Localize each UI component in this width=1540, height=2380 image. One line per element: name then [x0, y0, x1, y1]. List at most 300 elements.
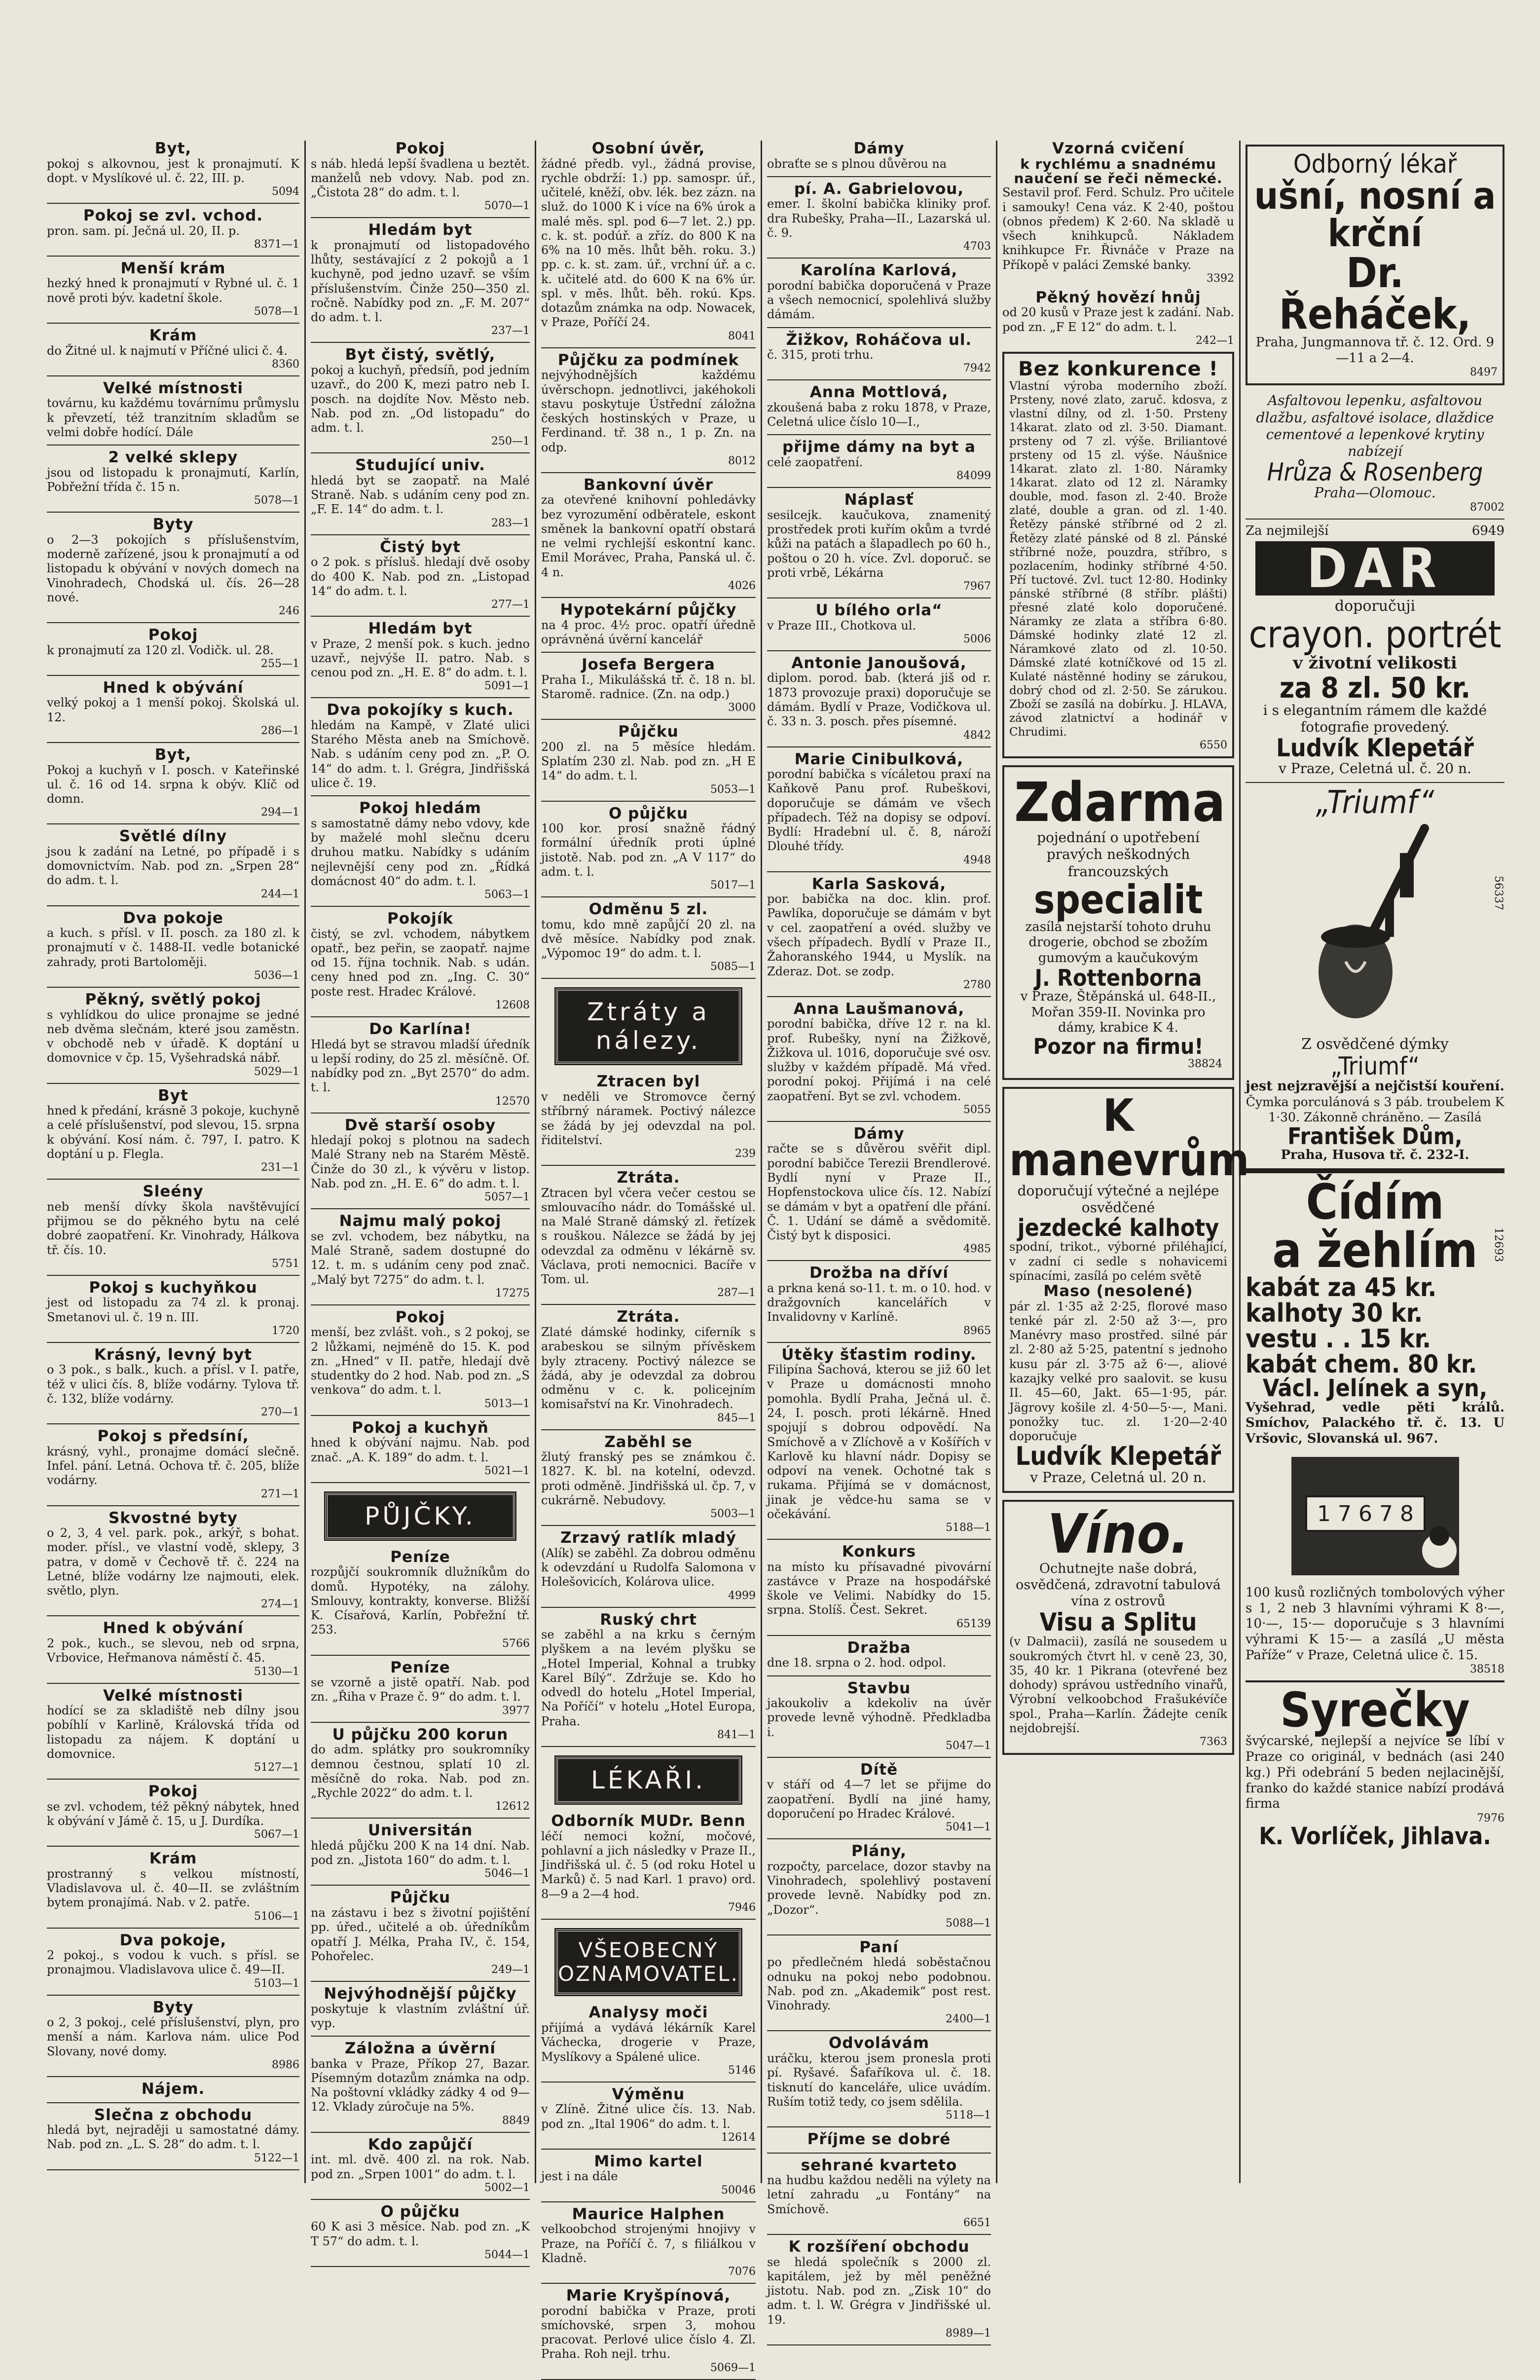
ad-text: v stáří od 4—7 let se přijme do zaopatření. Bydlí na jiné hamy, doporučení po Hradec Králové. [767, 1778, 991, 1821]
ad-divider [47, 2102, 299, 2103]
ad-number: 5188—1 [946, 1522, 991, 1534]
ad-divider [767, 1121, 991, 1122]
classified-ad [541, 1074, 756, 1160]
classified-ad [767, 141, 991, 171]
triumf-title: „Triumf“ [1316, 784, 1434, 821]
ad-heading: Osobní úvěr, [591, 140, 705, 157]
ad-text: pron. sam. pí. Ječná ul. 20, II. p. [47, 223, 240, 238]
ad-divider [47, 2076, 299, 2077]
ad-divider [767, 1675, 991, 1676]
crayon-klepetar-addr: v Praze, Celetná ul. č. 20 n. [1279, 760, 1471, 777]
classified-ad [311, 911, 530, 1011]
ad-text: 200 zl. na 5 měsíce hledám. Splatím 230 zl. Nab. pod zn. „H E 14“ do adm. t. l. [541, 740, 756, 783]
ad-number: 4026 [728, 580, 756, 593]
classified-ad [767, 332, 991, 375]
rehacek-addr: Praha, Jungmannova tř. č. 12. Ord. 9—11 a 2—4. [1255, 335, 1495, 366]
ad-heading: Pokoj [395, 1308, 445, 1326]
column-2 [306, 140, 536, 2261]
ad-number: 255—1 [261, 657, 299, 670]
ad-divider [767, 176, 991, 177]
classified-ad [311, 621, 530, 692]
ad-text: banka v Praze, Příkop 27, Bazar. Písemným dotazům známka na odp. Na poštovní vkládky zádky 4 od 9—12. Vklady zúročuje na 5%. [311, 2056, 530, 2114]
ad-number: 239 [735, 1148, 756, 1160]
ad-divider [47, 323, 299, 324]
classified-ad [311, 222, 530, 337]
classified-ad [47, 2107, 299, 2164]
zehlim-title: a žehlím [1272, 1222, 1478, 1279]
ad-zdarma [1002, 765, 1234, 1080]
ad-heading: Do Karlína! [369, 1020, 472, 1039]
ad-heading: Výměnu [612, 2085, 685, 2103]
ad-manevrum [1002, 1087, 1249, 1493]
classified-ad [311, 347, 530, 447]
ad-text: 2 pokoj., s vodou k vuch. s přísl. se pronajmou. Vladislavova ulice č. 49—II. [47, 1948, 299, 1977]
ad-number: 5118—1 [946, 2109, 991, 2122]
manevrum-klepetar-addr: v Praze, Celetná ul. 20 n. [1030, 1469, 1207, 1486]
classified-ad [47, 380, 299, 440]
ad-number: 5078—1 [254, 494, 299, 507]
manevrum-klepetar: Ludvík Klepetář [1015, 1442, 1221, 1472]
ad-divider [541, 1746, 756, 1747]
manevrum-sub: doporučují výtečné a nejlépe osvědčené [1017, 1183, 1219, 1216]
ad-divider [541, 2149, 756, 2150]
jelinek-name: Václ. Jelínek a syn, [1262, 1374, 1488, 1402]
ad-number: 6651 [963, 2216, 991, 2229]
classified-ad [311, 800, 530, 901]
ad-text: hned k předání, krásně 3 pokoje, kuchyně a celé příslušenství, pod slevou, 15. srpna k obývání. Kosí nám. č. 797, I. patro. K doptání u p. Flegla. [47, 1104, 299, 1161]
ad-number: 244—1 [261, 888, 299, 900]
ad-heading: Hned k obývání [103, 1619, 244, 1637]
ad-number: 5047—1 [946, 1739, 991, 1752]
ad-text: nejvýhodnějších každému úvěrschopn. jednotlivci, jakéhokoli stavu poskytuje Ústřední záložna českých hostinských v Praze, u Ferdinand. tř. 38 n., 1 p. Zn. na odp. [541, 368, 756, 454]
pekny-title: Pěkný hovězí hnůj [1035, 288, 1201, 306]
ad-heading: Dámy [853, 1124, 905, 1143]
classified-ad [541, 2288, 756, 2374]
ad-vzorna [1002, 141, 1234, 285]
ad-text: se zvl. vchodem, bez nábytku, na Malé Straně, sadem dostupné do 12. t. m. s udáním ceny pod znač. „Malý byt 7275“ do adm. t. l. [311, 1229, 530, 1287]
ad-text: 2 pok., kuch., se slevou, neb od srpna, Vrbovice, Heřmanova náměstí č. 45. [47, 1636, 299, 1665]
tombola-clock-illustration [1286, 1452, 1464, 1580]
ad-text: a prkna kená so-11. t. m. o 10. hod. v dražgovních kancelářích v Invalidovny v Karlíně. [767, 1281, 991, 1324]
ad-hruza [1246, 392, 1504, 514]
classified-ad [541, 352, 756, 467]
classified-ad [47, 1851, 299, 1922]
ad-divider [767, 1539, 991, 1540]
ad-heading: Pokoj hledám [359, 799, 481, 818]
ad-text: se hledá společník s 2000 zl. kapitálem, jež by měl peněžné jistotu. Nab. pod zn. „Zisk 10“ do adm. t. l. W. Grégra v Jindřišské ul. 19. [767, 2255, 991, 2327]
ad-heading: Pokoj [148, 626, 198, 644]
classified-ad [311, 1117, 530, 1204]
ad-heading: Byty [152, 516, 194, 534]
ad-bez-konkurence [1002, 352, 1234, 758]
ad-text: pokoj a kuchyň, předsíň, pod jedním uzavř., do 200 K, mezi patro neb I. posch. na dojdíte Nov. Město neb. Nab. pod zn. „Od listopadu“ do adm. t. l. [311, 363, 530, 435]
ad-heading: sehrané kvarteto [801, 2156, 957, 2174]
ad-number: 8849 [502, 2114, 530, 2127]
ad-text: menší, bez zvlášt. voh., s 2 pokoj, se 2 lůžkami, nejméně do 15. K. pod zn. „Hned“ v II. patře, hledají dvě studentky do 2 hod. Nab. pod zn. „S venkova“ do adm. t. l. [311, 1325, 530, 1397]
ad-divider [47, 987, 299, 988]
ad-divider [311, 1208, 530, 1209]
ad-divider [311, 1818, 530, 1819]
ad-text: č. 315, proti trhu. [767, 348, 874, 362]
ad-divider [767, 1342, 991, 1343]
ad-heading: Krásný, levný byt [94, 1345, 253, 1364]
classified-ad [541, 901, 756, 973]
pekny-text: od 20 kusů v Praze jest k zadání. Nab. pod zn. „F E 12“ do adm. t. l. [1002, 305, 1234, 334]
ad-number: 4842 [963, 729, 991, 742]
ad-pekny [1002, 290, 1234, 347]
ad-heading: Marie Cinibulková, [794, 750, 964, 768]
ad-divider [767, 2030, 991, 2031]
classified-ad [47, 1184, 299, 1270]
vino-title: Víno. [1047, 1502, 1189, 1566]
pekny-num: 242—1 [1196, 335, 1234, 347]
ad-number: 5094 [272, 186, 299, 198]
divider-2 [1246, 782, 1504, 783]
ad-triumf [1246, 784, 1504, 1163]
ad-number: 294—1 [261, 806, 299, 819]
ad-text: v Praze III., Chotkova ul. [767, 618, 917, 632]
ad-divider [47, 742, 299, 743]
classified-ad [47, 1347, 299, 1418]
ad-heading: Ztráta. [617, 1308, 680, 1326]
ad-number: 7967 [963, 580, 991, 593]
ad-heading: Byt, [154, 140, 192, 157]
ad-number: 12614 [721, 2131, 756, 2144]
ad-number: 841—1 [717, 1728, 756, 1741]
ad-divider [47, 256, 299, 257]
ad-number: 237—1 [491, 325, 530, 337]
ad-text: s samostatně dámy nebo vdovy, kde by maželé mohl slečnu dceru druhou matku. Nabídky s udáním nejlevnější ceny pod zn. „Řídká domácnost 40“ do adm. t. l. [311, 816, 530, 888]
classified-ad [311, 1549, 530, 1650]
classified-ad [47, 1933, 299, 1990]
ad-divider [47, 1275, 299, 1276]
ad-number: 8360 [272, 358, 299, 371]
ad-heading: Světlé dílny [119, 827, 227, 846]
ad-vino [1002, 1500, 1234, 1755]
ad-number: 4999 [728, 1589, 756, 1602]
ad-text: hodící se za skladiště neb dílny jsou pobíhlí v Karlině, Královská třída od listopadu za nájem. K doptání u domovnice. [47, 1704, 299, 1761]
ad-text: porodní babička doporučená v Praze a všech nemocnicí, spolehlivá služby dámám. [767, 278, 991, 322]
ad-text: uráčku, kterou jsem pronesla proti pí. Ryšavé. Šafaříkova ul. č. 18. tisknutí do kanceláře, ulice uvádím. Ruším totiž tedy, co jsem sdělila. [767, 2051, 991, 2109]
classified-ad [311, 457, 530, 529]
ad-heading: Velké místnosti [103, 1686, 243, 1705]
classified-ad [311, 1727, 530, 1813]
ad-text: o 2, 3, 4 vel. park. pok., arkýř, s bohat. moder. přísl., ve vlastní vodě, sklepy, 3 patra, v domě v Čechově tř. č. 224 na Letné, blíže vodárny lze najmouti, elek. světlo, plyn. [47, 1526, 299, 1598]
ad-divider [47, 1846, 299, 1847]
ad-heading: přijme dámy na byt a [782, 438, 976, 456]
ad-heading: Pokoj s předsíní, [97, 1427, 249, 1446]
classified-ad [311, 539, 530, 611]
ad-number: 2780 [963, 978, 991, 991]
ad-divider [47, 675, 299, 676]
ad-divider [311, 1885, 530, 1886]
ad-text: diplom. porod. bab. (která jiš od r. 1873 provozuje praxi) doporučuje se dámám. Bydlí v Praze, Vodičkova ul. č. 33 n. 3. posch. přes písemné. [767, 671, 991, 729]
za-8-zl: za 8 zl. 50 kr. [1279, 671, 1471, 705]
ad-text: (Alík) se zaběhl. Za dobrou odměnu k odevzdání u Rudolfa Salomona v Holešovicích, Kolárova ulice. [541, 1546, 756, 1589]
ad-number: 283—1 [491, 517, 530, 529]
ad-number: 5057—1 [484, 1191, 530, 1204]
osvedcene: Z osvědčené dýmky [1301, 1036, 1449, 1053]
ad-number: 845—1 [717, 1412, 756, 1424]
banner-lekari: LÉKAŘI. [556, 1757, 741, 1803]
ad-text: jest od listopadu za 74 zl. k pronaj. Smetanovi ul. č. 19 n. III. [47, 1296, 299, 1324]
ad-number: 65139 [956, 1617, 991, 1630]
pozor-firmu: Pozor na firmu! [1033, 1034, 1204, 1059]
hruza-addr: Praha—Olomouc. [1314, 484, 1436, 501]
bez-num: 6550 [1200, 739, 1227, 752]
ad-text: na zástavu i bez s životní pojištění pp. úřed., učitelé a ob. úředníkům opatří J. Mélka, Praha IV., č. 154, Pohořelec. [311, 1905, 530, 1963]
ad-number: 271—1 [261, 1488, 299, 1500]
jelinek-addr: Vyšehrad, vedle pěti králů. Smíchov, Palackého tř. č. 13. U Vršovic, Slovanská ul. 967. [1246, 1400, 1504, 1447]
ad-divider [311, 1722, 530, 1723]
ad-text: por. babička na doc. klin. prof. Pawlíka, doporučuje se dámám v byt v cel. zaopatření a ovéd. služby ve všech případech. Bydlí v Praze II., Žahoranského 1944, u Myslík. na Zderaz. Dot. se zodp. [767, 892, 991, 978]
ad-number: 3000 [728, 702, 756, 714]
classified-ad [541, 602, 756, 647]
col2-ads-b [311, 1549, 530, 2267]
ad-heading: Pokoj s kuchyňkou [89, 1278, 257, 1297]
ad-divider [767, 379, 991, 380]
ad-number: 5091—1 [484, 680, 530, 693]
ad-text: porodní babička, dříve 12 r. na kl. prof. Rubešky, nyní na Žižkově, Žižkova ul. 1016, doporučuje své osv. služby v každém případě. Má vřed. porodní pokoj. Přijímá i na celé zaopatření. Byt se zvl. vchodem. [767, 1017, 991, 1103]
ad-divider [767, 327, 991, 328]
ad-text: dne 18. srpna o 2. hod. odpol. [767, 1656, 947, 1670]
ad-divider [541, 896, 756, 897]
ad-heading: U půjčku 200 korun [332, 1725, 509, 1744]
ad-divider [47, 1179, 299, 1180]
ad-divider [541, 2201, 756, 2202]
classified-ad [311, 1660, 530, 1717]
ad-divider [311, 2266, 530, 2267]
ad-divider [47, 1423, 299, 1424]
ad-divider [311, 2036, 530, 2037]
ad-heading: U bílého orla“ [815, 601, 943, 620]
classified-ad [311, 2204, 530, 2261]
ad-number: 270—1 [261, 1406, 299, 1419]
ad-text: se zaběhl a na krku s černým plyškem a na levém plyšku se „Hotel Imperial, Kohnal a trubky Karel Bílý“. Zdržuje se. Kdo ho odvedl do hotelu „Hotel Imperial, Na Poříčí“ v hotelu „Hotel Europa, Praha. [541, 1628, 756, 1728]
ad-number: 12608 [495, 999, 530, 1012]
odborny-lekar: Odborný lékař [1293, 149, 1457, 179]
ad-divider [311, 1415, 530, 1416]
ad-text: s vyhlídkou do ulice pronajme se jedné neb dvěma slečnám, které jsou zaměstn. v obchodě neb v úřadě. K doptání u domovnice v čp. 15, Vyšehradská nábř. [47, 1007, 299, 1065]
usni-nosni: ušní, nosní a krční [1254, 174, 1496, 255]
ad-heading: Antonie Janoušová, [791, 654, 967, 672]
ad-text: krásný, vyhl., pronajme domácí slečně. Infel. pání. Letná. Ochova tř. č. 205, blíže vodárny. [47, 1444, 299, 1488]
ad-heading: Půjčku [618, 723, 679, 741]
triumf-side-num: 56337 [1492, 876, 1504, 911]
classified-ad [47, 141, 299, 198]
frantisek-dum: František Dům, [1287, 1123, 1463, 1150]
ad-heading: Pokoj se zvl. vchod. [83, 207, 263, 225]
zivotni-velikosti: v životní velikosti [1293, 653, 1457, 673]
ad-heading: Útěky šťastim rodiny. [781, 1345, 977, 1364]
ad-number: 274—1 [261, 1598, 299, 1611]
ad-number: 3977 [502, 1704, 530, 1717]
ad-divider [541, 1919, 756, 1920]
classified-ad [767, 751, 991, 866]
ad-divider [541, 2379, 756, 2380]
banner-pujcky: PŮJČKY. [326, 1493, 515, 1539]
classified-ad [767, 439, 991, 482]
ad-text: velký pokoj a 1 menší pokoj. Školská ul. 12. [47, 696, 299, 724]
ad-divider [311, 1304, 530, 1305]
kusu-text: 100 kusů rozličných tombolových výher s 1, 2 neb 3 hlavními výhrami K 8·—, 10·—, 15·— doporučuje s 3 hlavními výhrami K 15·— a zasílá „U města Paříže“ v Praze, Celetná ulice č. 15. [1246, 1585, 1504, 1663]
ad-heading: Dítě [860, 1760, 898, 1779]
ad-divider [47, 1342, 299, 1343]
ad-text: 60 K asi 3 měsíce. Nab. pod zn. „K T 57“ do adm. t. l. [311, 2220, 530, 2248]
ad-number: 12612 [495, 1800, 530, 1813]
ad-heading: O půjčku [608, 804, 689, 822]
ad-heading: Půjčku [390, 1889, 451, 1907]
ad-text: velkoobchod strojenými hnojivy v Praze, na Poříčí č. 7, s filiálkou v Kladně. [541, 2222, 756, 2265]
classified-ad [541, 1434, 756, 1521]
zdarma-text2: zasílá nejstarší tohoto druhu drogerie, obchod se zbožím gumovým a kaučukovým [1025, 919, 1211, 966]
classified-ad [767, 1126, 991, 1255]
ad-number: 286—1 [261, 724, 299, 737]
ad-heading: Nejvýhodnější půjčky [324, 1985, 517, 2003]
ad-tombola [1246, 1452, 1504, 1676]
ad-text: hledá byt se zaopatř. na Malé Straně. Nab. s udáním ceny pod zn. „F. E. 14“ do adm. t. l. [311, 473, 530, 517]
ad-crayon [1246, 523, 1504, 777]
cidim-title: Čídím [1306, 1174, 1444, 1230]
ad-number: 8986 [272, 2059, 299, 2071]
vzorna-title: Vzorná cvičení [1052, 140, 1184, 157]
ad-divider [311, 217, 530, 218]
classified-ad [47, 992, 299, 1078]
ad-number: 5046—1 [484, 1867, 530, 1880]
classified-ad [47, 627, 299, 670]
ad-number: 5017—1 [710, 879, 756, 892]
ad-divider [311, 616, 530, 617]
classified-ad [767, 2131, 991, 2148]
ad-text: továrnu, ku každému továrnímu průmyslu k převzetí, též tranzitním skladům se velmi dobře hodící. Dále [47, 396, 299, 439]
vzorna-num: 3392 [1207, 272, 1234, 285]
hruza-name: Hrůza & Rosenberg [1267, 458, 1483, 487]
ad-text: sesilcejk. kaučukova, znamenitý prostředek proti kuřím okům a tvrdé kůži na patách a šlapadlech po 60 h., poštou o 20 h. více. Zvl. doporuč. se proti vrbě, Lékárna [767, 508, 991, 580]
ad-heading: Skvostné byty [108, 1509, 238, 1527]
ad-divider [767, 2153, 991, 2154]
ad-text: v Praze, 2 menší pok. s kuch. jedno uzavř., nejvýše II. patro. Nab. s cenou pod zn. „H. E. 8“ do adm. t. l. [311, 636, 530, 680]
rehacek-num: 8497 [1470, 366, 1498, 379]
ad-heading: Anna Laušmanová, [793, 1000, 965, 1018]
ad-number: 8989—1 [946, 2327, 991, 2340]
ad-heading: Byt, [154, 745, 192, 764]
ad-divider [767, 996, 991, 997]
vzorna-text: Sestavil prof. Ferd. Schulz. Pro učitele i samouky! Cena váz. K 2·40, poštou (obnos předem) K 2·60. Na skladě u všech knihkupců. Nákladem knihkupce Fr. Řivnáče v Praze na Příkopě v paláci Zemské banky. [1002, 186, 1234, 272]
vino-text2: (v Dalmacii), zasílá ne sousedem u soukromých čtvrt hl. v ceně 23, 30, 35, 40 kr. 1 Pikrana (otevřené bez dohody) správou ustředního vinařů, Výrobní velkoobchod Frašukévíče spol., Praha—Karlín. Žádejte ceník nejdobrejší. [1009, 1635, 1227, 1735]
ad-text: jakoukoliv a kdekoliv na úvěr provede levně výhodně. Předkladba i. [767, 1696, 991, 1739]
ad-number: 84099 [956, 470, 991, 483]
ad-divider [47, 445, 299, 446]
ad-text: Hledá byt se stravou mladší úředník u lepší rodiny, do 25 zl. měsíčně. Of. nabídky pod zn. „Byt 2570“ do adm. t. l. [311, 1037, 530, 1095]
ad-text: poskytuje k vlastním zvláštní úř. vyp. [311, 2002, 530, 2030]
ad-text: se zvl. vchodem, též pěkný nábytek, hned k obývání v Jámě č. 15, u J. Durdíka. [47, 1799, 299, 1828]
zdarma-num: 38824 [1188, 1058, 1222, 1070]
maso-title: Maso (nesolené) [1043, 1282, 1193, 1301]
ad-divider [541, 1165, 756, 1166]
classified-ad [311, 1822, 530, 1880]
ad-text: jest i na dále [541, 2169, 618, 2184]
ad-number: 5122—1 [254, 2152, 299, 2164]
ad-text: o 2—3 pokojích s příslušenstvím, moderně zařízené, jsou k pronajmutí a od listopadu k obývání v nových domech na Vinohradech, Chodská ul. čís. 26—28 nové. [47, 532, 299, 604]
classified-ad [311, 1309, 530, 1410]
ad-heading: 2 velké sklepy [108, 448, 238, 467]
ad-text: hledá půjčku 200 K na 14 dní. Nab. pod zn. „Jistota 160“ do adm. t. l. [311, 1838, 530, 1867]
ad-number: 8012 [728, 454, 756, 467]
ad-divider [47, 2169, 299, 2170]
ad-heading: pí. A. Gabrielovou, [794, 180, 964, 198]
ad-heading: Slečna z obchodu [94, 2106, 253, 2124]
ad-divider [311, 906, 530, 907]
ad-heading: Byt čistý, světlý, [345, 346, 496, 364]
ad-text: 100 kor. prosí snažně řádný formální úředník proti úplné jistotě. Nab. pod zn. „A V 117“ do adm. t. l. [541, 821, 756, 879]
ad-heading: Drožba na dříví [809, 1264, 949, 1282]
classified-ad [311, 1420, 530, 1477]
classified-ad [47, 2081, 299, 2097]
ad-divider [311, 452, 530, 453]
manevrum-title: K manevrům [1009, 1090, 1249, 1186]
ad-text: léčí nemoci kožní, močové, pohlavní a jich následky v Praze II., Jindřišská ul. č. 5 (od roku Hotel u Marků) č. 5 nad Karl. 1 pravo) ord. 8—9 a 2—4 hod. [541, 1829, 756, 1901]
ad-text: porodní babička v Praze, proti smíchovské, srpen 3, mohou pracovat. Perlové ulice číslo 4. Zl. Praha. Roh nejl. trhu. [541, 2304, 756, 2361]
ad-number: 5029—1 [254, 1065, 299, 1078]
ad-heading: Čistý byt [380, 538, 461, 556]
ad-divider [541, 801, 756, 802]
ad-number: 5070—1 [484, 200, 530, 213]
ad-number: 5003—1 [710, 1508, 756, 1521]
classified-ad [47, 1280, 299, 1337]
divider-1 [1246, 519, 1504, 520]
ad-heading: Stavbu [847, 1679, 911, 1697]
classified-ad [311, 141, 530, 212]
ad-heading: Záložna a úvěrní [344, 2040, 496, 2058]
ad-divider [541, 652, 756, 653]
ad-divider [311, 1482, 530, 1483]
ad-divider [767, 2126, 991, 2127]
ad-divider [47, 203, 299, 204]
vino-head: Visu a Splitu [1039, 1608, 1197, 1637]
ad-heading: O půjčku [380, 2202, 460, 2221]
ad-number: 231—1 [261, 1161, 299, 1174]
ad-number: 5044—1 [484, 2248, 530, 2261]
ad-rehacek [1246, 145, 1504, 385]
ad-text: zkoušená baba z roku 1878, v Praze, Celetná ulice číslo 10—I., [767, 400, 991, 429]
rottenborna-name: J. Rottenborna [1034, 964, 1202, 991]
ad-text: Praha I., Mikulášská tř. č. 18 n. bl. Staromě. radnice. (Zn. na odp.) [541, 672, 756, 701]
ad-divider [311, 1981, 530, 1982]
ad-heading: Pokojík [387, 910, 453, 928]
ad-text: k pronajmutí za 120 zl. Vodičk. ul. 28. [47, 643, 274, 657]
banner-vseobecny: VŠEOBECNÝ OZNAMOVATEL. [556, 1930, 741, 1995]
ad-divider [767, 2234, 991, 2235]
classified-ad [47, 680, 299, 737]
zdarma-text: pojednání o upotřebení pravých neškodných francouzských [1037, 829, 1200, 880]
classified-ad [767, 1680, 991, 1752]
ad-divider [47, 1779, 299, 1780]
ad-number: 5053—1 [710, 783, 756, 796]
ad-divider [767, 487, 991, 488]
column-3 [536, 140, 762, 2374]
classified-ad [767, 1843, 991, 1930]
ad-heading: Peníze [390, 1658, 450, 1676]
classified-ad [47, 910, 299, 982]
ad-text: celé zaopatření. [767, 455, 863, 469]
classified-ad [767, 1939, 991, 2026]
ad-number: 5106—1 [254, 1910, 299, 1923]
ad-number: 5130—1 [254, 1665, 299, 1678]
classified-ad [767, 2157, 991, 2229]
maso-text: pár zl. 1·35 až 2·25, florové maso tenké pár zl. 2·50 až 3·—, pro Manévry maso prostřed. silné pár zl. 2·80 až 5·25, patentní s jednoho kusu pár zl. 3·75 až 6·—, aliové kazajky velké pro saalovit. se kusu II. 45—60, Jakt. 65—1·95, pár. Jägrovy košile zl. 4·50—5·—, Mani. ponožky tuc. zl. 1·20—2·40 doporučuje [1009, 1299, 1227, 1444]
ad-divider [767, 2344, 991, 2345]
ad-heading: Odborník MUDr. Benn [551, 1812, 746, 1830]
